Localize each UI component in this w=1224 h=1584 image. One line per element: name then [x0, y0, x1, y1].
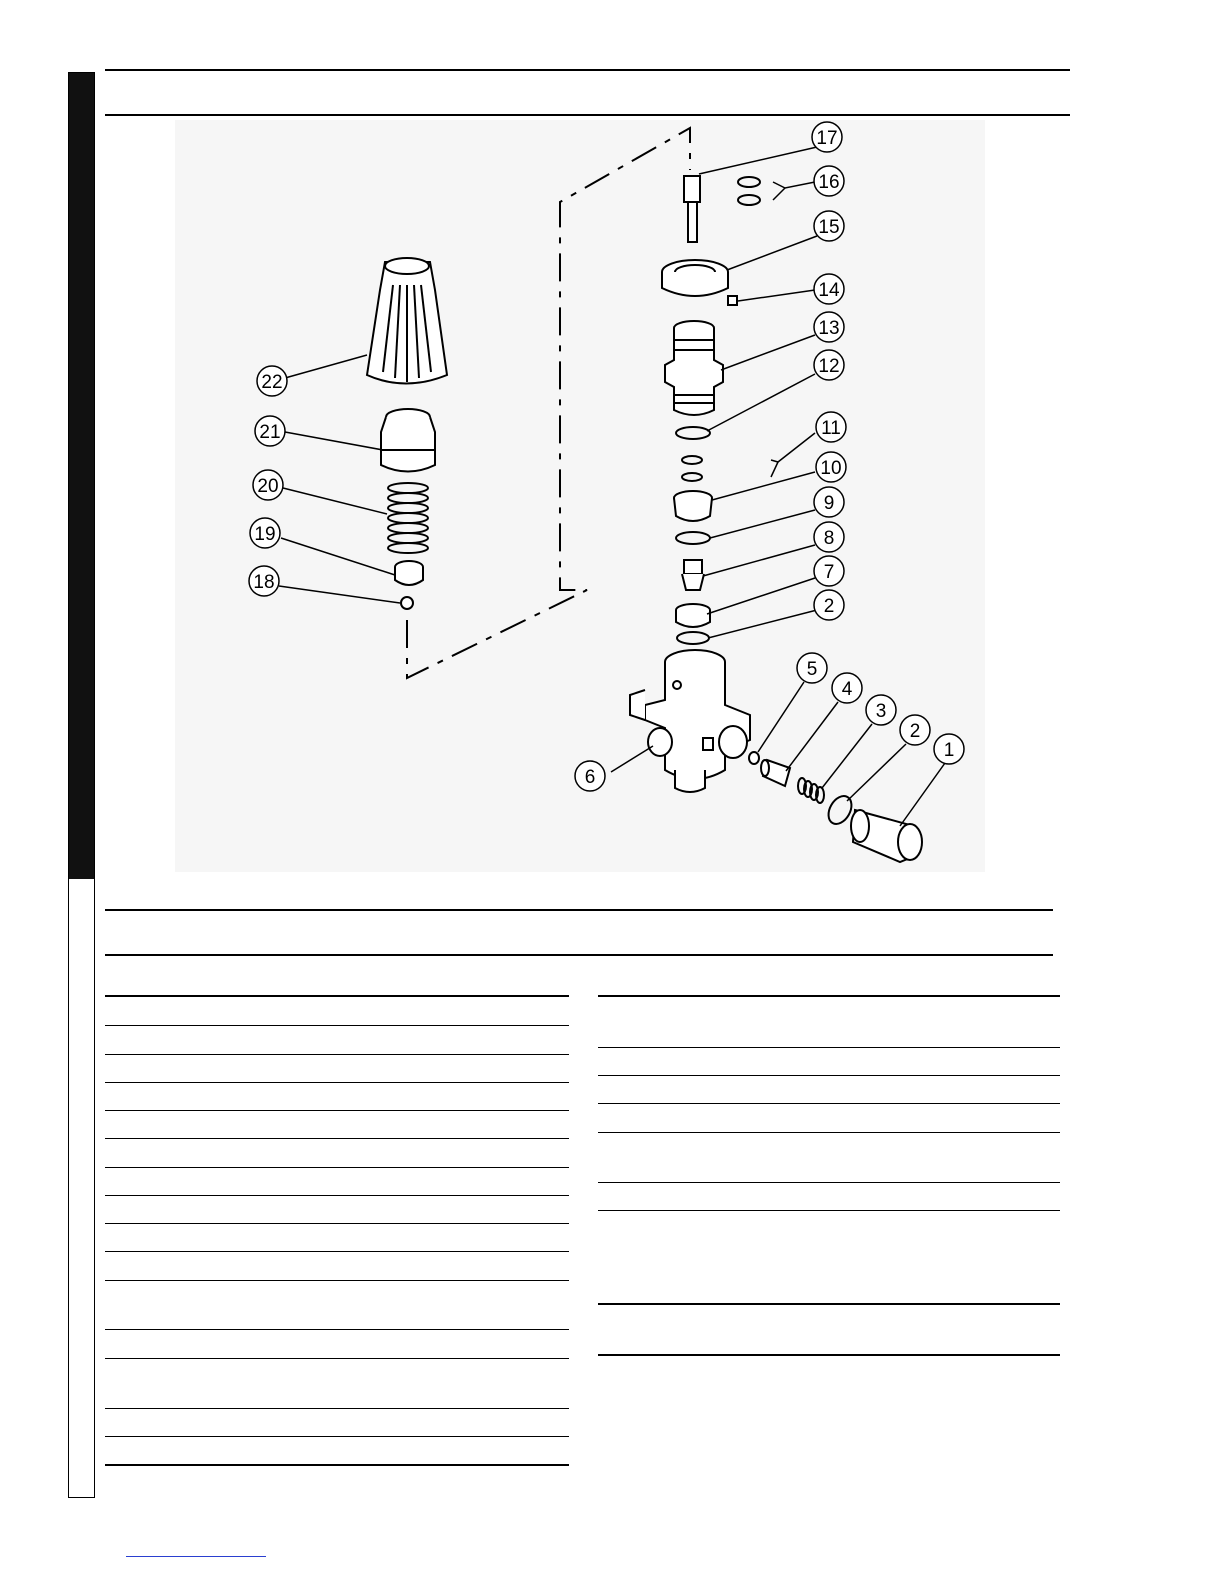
callout-2-upper: [814, 590, 844, 620]
table-left-rule: [105, 1464, 569, 1466]
part-oring-11a: [682, 456, 702, 464]
callout-6: [575, 761, 605, 791]
part-set-screw: [728, 296, 737, 305]
callout-10: [816, 452, 846, 482]
svg-text:9: 9: [823, 493, 835, 514]
exploded-parts-diagram: [175, 120, 985, 872]
parts-header-bottom-rule: [105, 954, 1053, 956]
part-seat-washer: [676, 604, 710, 627]
table-left-rule: [105, 1251, 569, 1252]
part-fitting: [851, 810, 922, 862]
table-left-rule: [105, 1054, 569, 1055]
callout-19: [250, 518, 280, 548]
table-left-rule: [105, 1358, 569, 1359]
callout-9: [814, 487, 844, 517]
callout-15: [814, 211, 844, 241]
svg-text:3: 3: [875, 701, 887, 722]
svg-text:17: 17: [816, 128, 838, 149]
callout-5: [797, 653, 827, 683]
svg-text:19: 19: [254, 524, 276, 545]
svg-text:5: 5: [806, 659, 818, 680]
header-top-rule: [105, 69, 1070, 71]
table-right-rule: [598, 1354, 1060, 1356]
table-left-rule: [105, 1280, 569, 1281]
table-left-rule: [105, 1110, 569, 1111]
svg-text:13: 13: [818, 318, 840, 339]
table-right-rule: [598, 995, 1060, 997]
svg-text:8: 8: [823, 528, 835, 549]
part-spring-small: [798, 778, 824, 803]
table-right-rule: [598, 1132, 1060, 1133]
table-right-rule: [598, 1047, 1060, 1048]
svg-text:11: 11: [821, 418, 841, 439]
part-valve-body: [630, 650, 750, 792]
part-check-valve: [761, 760, 790, 786]
callout-17: [812, 122, 842, 152]
part-seat: [674, 491, 712, 521]
part-oring-12: [676, 427, 710, 439]
table-left-rule: [105, 1195, 569, 1196]
part-spring-large: [388, 483, 428, 553]
side-tab-bar: [68, 72, 95, 1498]
svg-text:1: 1: [943, 740, 955, 761]
callout-20: [253, 470, 283, 500]
svg-text:15: 15: [818, 217, 840, 238]
parts-header-top-rule: [105, 909, 1053, 911]
table-left-rule: [105, 1408, 569, 1409]
table-left-rule: [105, 1436, 569, 1437]
callout-3: [866, 695, 896, 725]
svg-text:10: 10: [820, 458, 842, 479]
svg-text:18: 18: [253, 572, 275, 593]
svg-text:12: 12: [818, 356, 840, 377]
header-bottom-rule: [105, 114, 1070, 116]
callout-7: [814, 556, 844, 586]
table-left-rule: [105, 1223, 569, 1224]
table-left-rule: [105, 1167, 569, 1168]
assembly-dash-line: [407, 128, 690, 678]
table-right-rule: [598, 1103, 1060, 1104]
table-left-rule: [105, 1082, 569, 1083]
svg-text:22: 22: [261, 372, 283, 393]
part-threaded-body: [665, 321, 723, 415]
callout-13: [814, 312, 844, 342]
callout-4: [832, 673, 862, 703]
callout-1: [934, 734, 964, 764]
svg-text:21: 21: [259, 422, 281, 443]
svg-text:4: 4: [841, 679, 853, 700]
part-oring-2-upper: [677, 632, 709, 644]
part-hex-nut: [381, 409, 435, 472]
part-ring-collar: [662, 260, 728, 296]
table-right-rule: [598, 1075, 1060, 1076]
part-orings-pair: [738, 177, 760, 205]
table-right-rule: [598, 1210, 1060, 1211]
callout-12: [814, 350, 844, 380]
part-ball: [401, 597, 413, 609]
leader-lines: [279, 147, 945, 826]
table-left-rule: [105, 1138, 569, 1139]
part-oring-9: [676, 532, 710, 544]
callout-8: [814, 522, 844, 552]
part-poppet: [682, 560, 704, 590]
part-stem: [684, 176, 700, 242]
svg-text:7: 7: [823, 562, 835, 583]
part-oring-11b: [682, 473, 702, 481]
callout-21: [255, 416, 285, 446]
callout-11: [816, 412, 846, 442]
svg-text:2: 2: [823, 596, 835, 617]
part-washer: [749, 752, 759, 764]
table-left-rule: [105, 1025, 569, 1026]
callout-22: [257, 366, 287, 396]
svg-text:6: 6: [584, 767, 596, 788]
table-right-rule: [598, 1182, 1060, 1183]
svg-text:20: 20: [257, 476, 279, 497]
table-left-rule: [105, 995, 569, 997]
svg-text:14: 14: [818, 280, 840, 301]
callout-2-lower: [900, 715, 930, 745]
callout-16: [814, 166, 844, 196]
svg-text:16: 16: [818, 172, 840, 193]
part-piston: [395, 561, 423, 585]
callout-18: [249, 566, 279, 596]
part-knob-cap: [367, 258, 447, 384]
side-tab-fill: [69, 73, 94, 879]
callout-14: [814, 274, 844, 304]
footer-link-underline[interactable]: [126, 1556, 266, 1557]
table-left-rule: [105, 1329, 569, 1330]
table-right-rule: [598, 1303, 1060, 1305]
svg-text:2: 2: [909, 721, 921, 742]
